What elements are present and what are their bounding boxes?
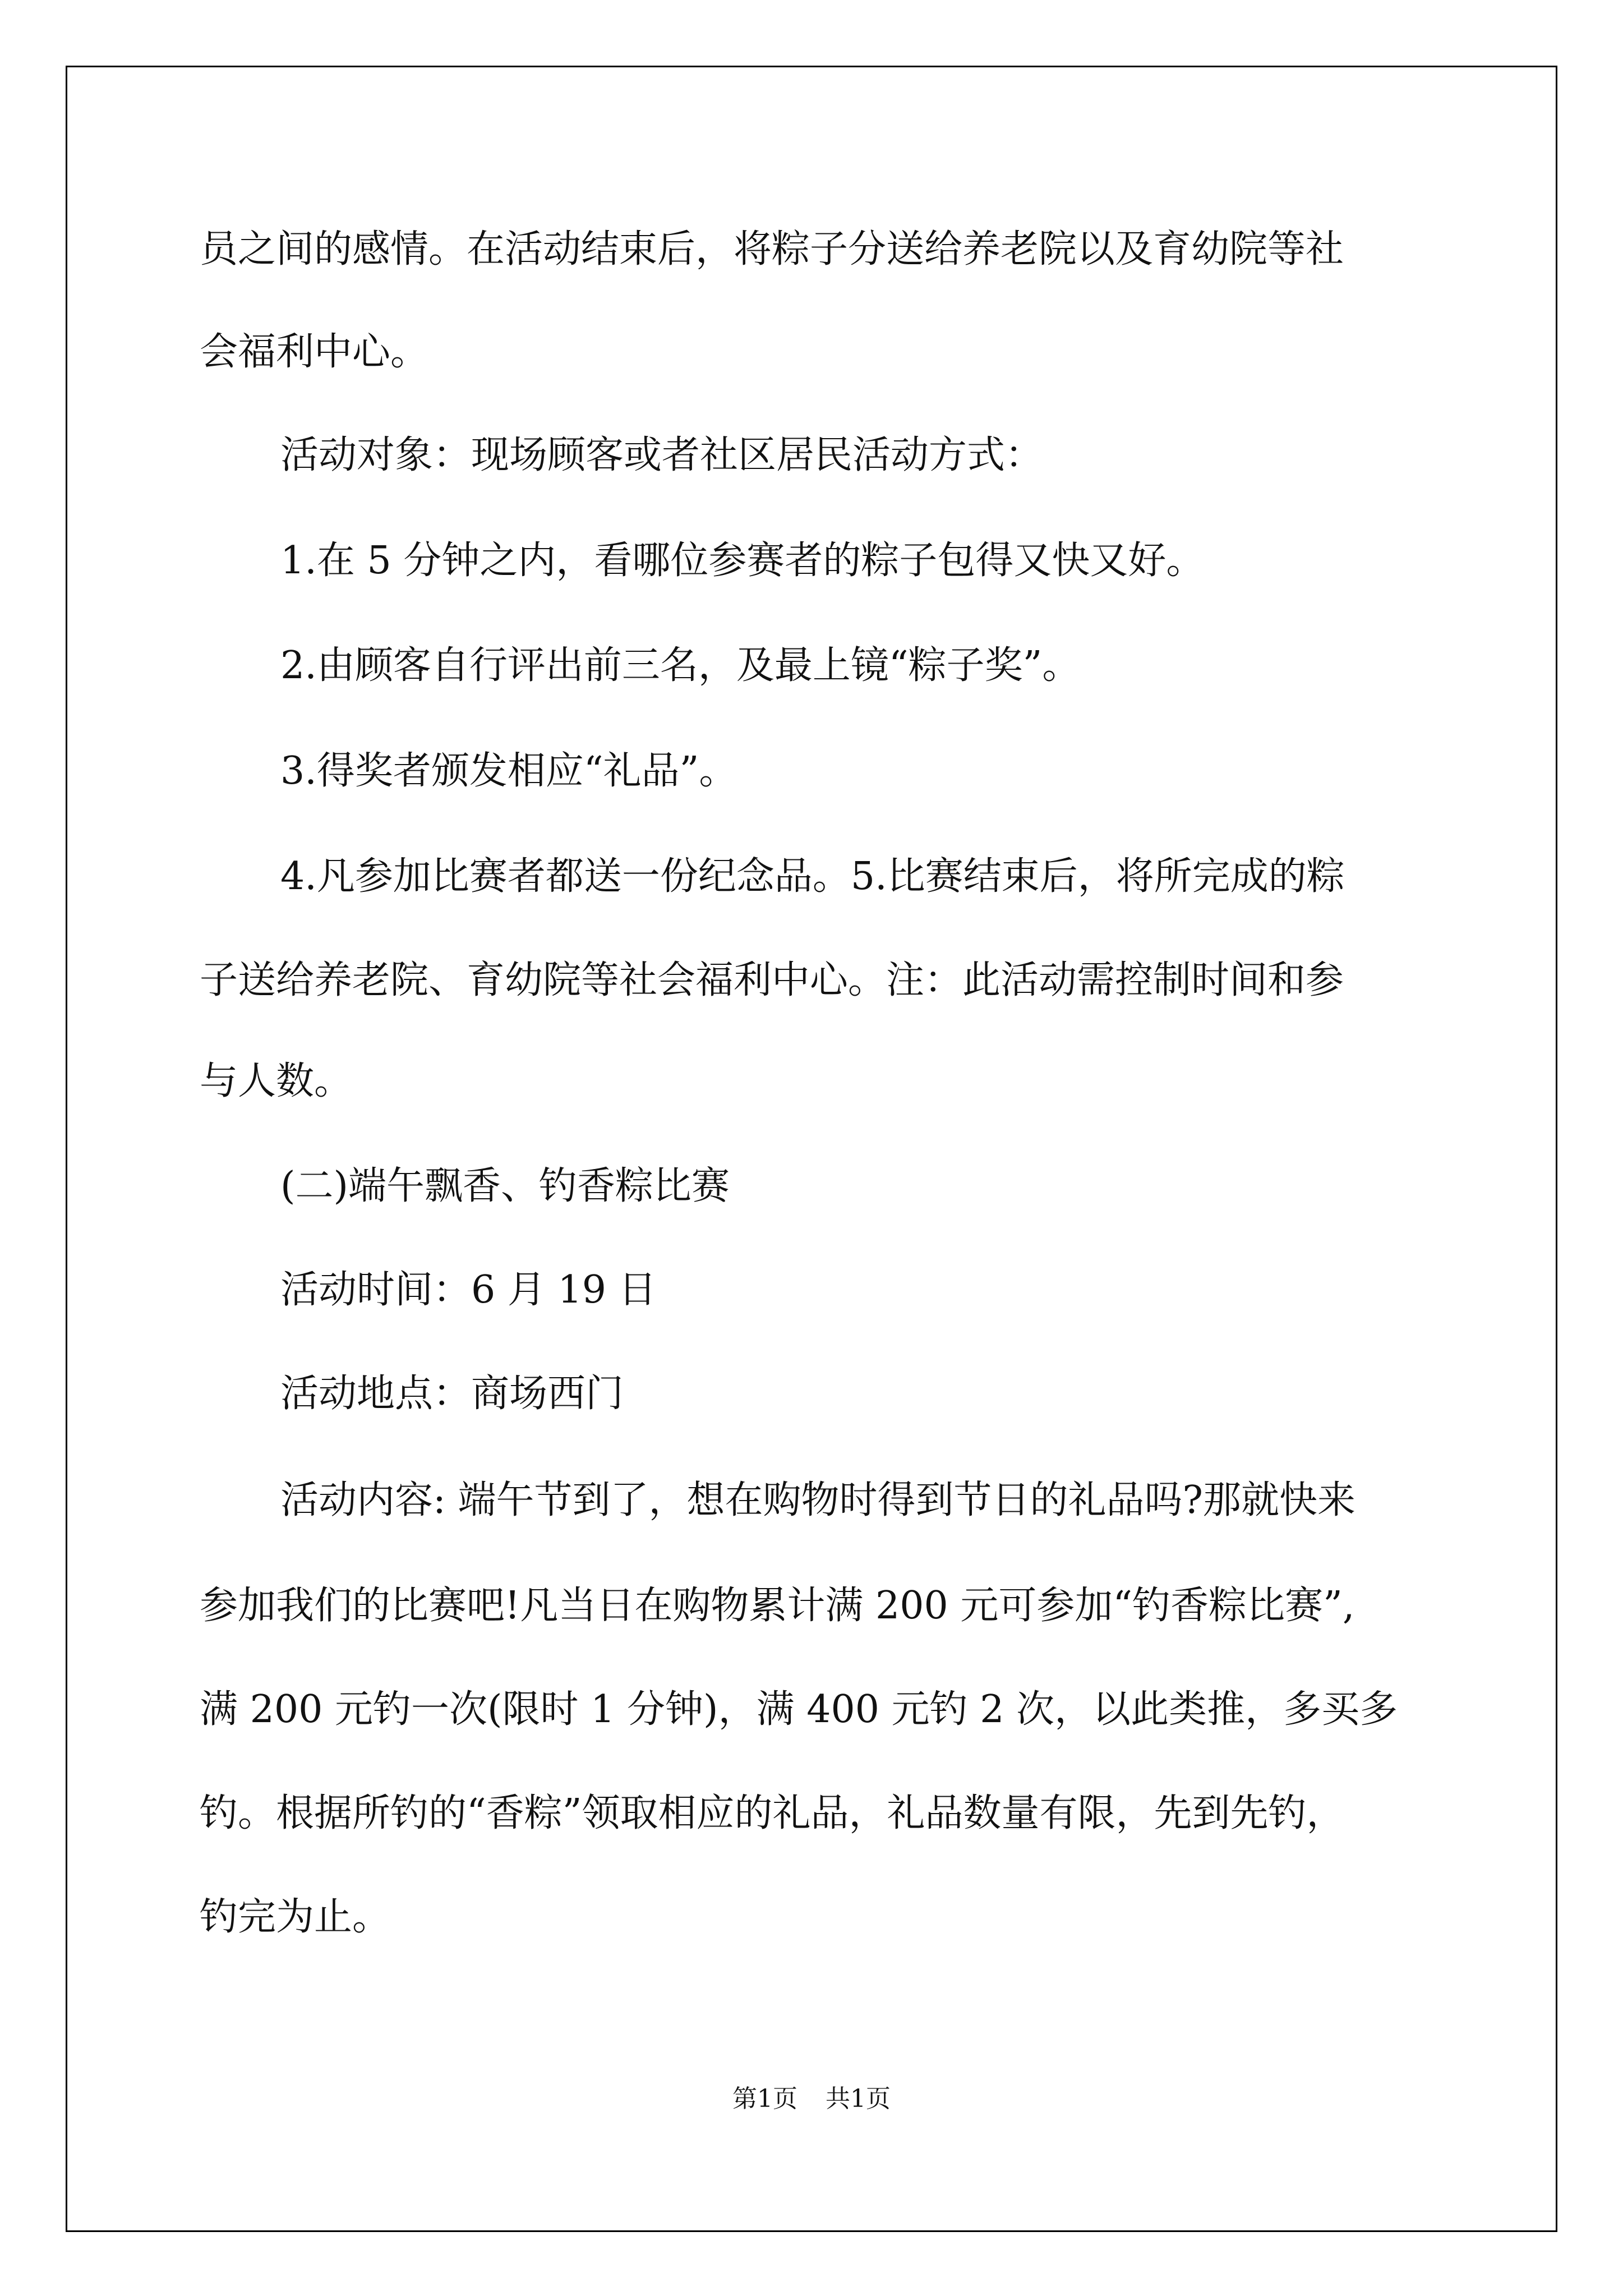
text-line: 与人数。 — [200, 1059, 353, 1103]
text-line: 钓。根据所钓的“香粽”领取相应的礼品，礼品数量有限，先到先钓， — [200, 1791, 1345, 1835]
list-item: 3.得奖者颁发相应“礼品”。 — [280, 749, 737, 793]
text-line: 钓完为止。 — [200, 1895, 391, 1939]
text-line: 参加我们的比赛吧!凡当日在购物累计满 200 元可参加“钓香粽比赛”, — [200, 1584, 1355, 1628]
text-line: 活动时间：6 月 19 日 — [280, 1268, 657, 1312]
text-line: 活动内容: 端午节到了，想在购物时得到节日的礼品吗?那就快来 — [280, 1478, 1355, 1522]
text-line: 满 200 元钓一次(限时 1 分钟)，满 400 元钓 2 次，以此类推，多买多 — [200, 1687, 1398, 1732]
text-line: 员之间的感情。在活动结束后，将粽子分送给养老院以及育幼院等社 — [200, 227, 1344, 272]
text-line: 会福利中心。 — [200, 330, 429, 374]
section-heading: (二)端午飘香、钓香粽比赛 — [280, 1164, 730, 1208]
text-line: 子送给养老院、育幼院等社会福利中心。注：此活动需控制时间和参 — [200, 958, 1344, 1002]
page-footer — [0, 2082, 1623, 2116]
page-total: 共1页 — [826, 2085, 891, 2113]
text-line: 活动地点：商场西门 — [280, 1372, 624, 1416]
text-line: 活动对象：现场顾客或者社区居民活动方式： — [280, 433, 1044, 477]
page-number: 第1页 — [732, 2085, 797, 2113]
list-item: 2.由顾客自行评出前三名，及最上镜“粽子奖”。 — [280, 643, 1081, 688]
list-item: 1.在 5 分钟之内，看哪位参赛者的粽子包得又快又好。 — [280, 539, 1205, 583]
list-item: 4.凡参加比赛者都送一份纪念品。5.比赛结束后，将所完成的粽 — [280, 854, 1345, 899]
